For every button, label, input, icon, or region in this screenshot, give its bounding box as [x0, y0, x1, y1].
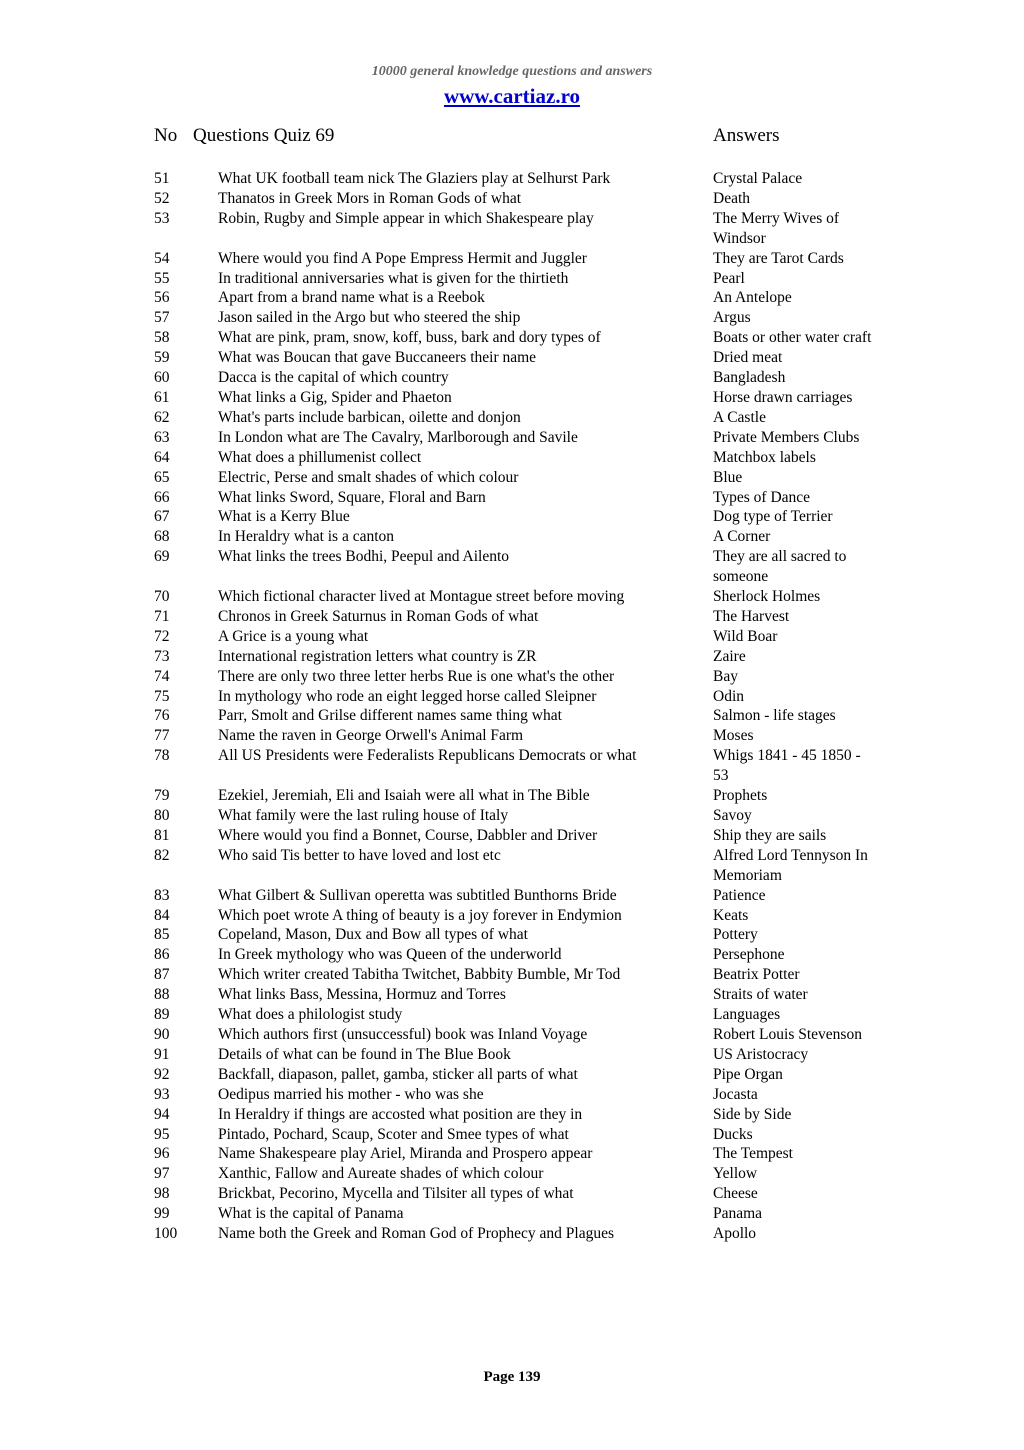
table-row [0, 806, 1024, 826]
question-text: Name both the Greek and Roman God of Prophecy and Plagues [218, 1225, 615, 1243]
answer-text: Side by Side [713, 1105, 792, 1123]
table-row [0, 1045, 1024, 1065]
question-text: In mythology who rode an eight legged horse called Sleipner [218, 687, 597, 705]
question-number: 88 [154, 986, 170, 1004]
question-text: Oedipus married his mother - who was she [218, 1085, 484, 1103]
question-text: Which authors first (unsuccessful) book was Inland Voyage [218, 1025, 588, 1043]
answer-text: Bangladesh [713, 369, 786, 387]
answer-text: Apollo [713, 1225, 757, 1243]
question-number: 96 [154, 1145, 170, 1163]
answer-text: Matchbox labels [713, 448, 816, 466]
answer-text: Crystal Palace [713, 170, 803, 187]
table-row [0, 448, 1024, 468]
table-row [0, 388, 1024, 408]
question-number: 81 [154, 826, 170, 844]
question-text: What does a philologist study [218, 1006, 403, 1024]
page-number: Page 139 [483, 1369, 541, 1385]
answer-text: Salmon - life stages [713, 707, 836, 725]
question-text: What is the capital of Panama [218, 1205, 404, 1223]
question-number: 67 [154, 508, 170, 526]
table-row [0, 687, 1024, 707]
table-row [0, 269, 1024, 289]
answer-text: Private Members Clubs [713, 428, 860, 446]
question-number: 94 [154, 1105, 170, 1123]
question-number: 78 [154, 747, 170, 765]
question-number: 86 [154, 946, 170, 964]
table-row [0, 647, 1024, 667]
question-number: 84 [154, 906, 170, 924]
question-number: 70 [154, 588, 170, 606]
question-text: Where would you find a Bonnet, Course, Dabbler and Driver [218, 826, 598, 844]
answer-text: US Aristocracy [713, 1045, 809, 1063]
website-link[interactable]: www.cartiaz.ro [443, 84, 581, 108]
answer-text: Moses [713, 727, 754, 745]
table-row [0, 488, 1024, 508]
question-text: In traditional anniversaries what is given for the thirtieth [218, 269, 569, 287]
question-text: What links a Gig, Spider and Phaeton [218, 388, 452, 406]
question-number: 73 [154, 647, 170, 665]
question-text: Apart from a brand name what is a Reebok [218, 289, 485, 307]
question-number: 100 [154, 1225, 178, 1243]
answer-text: Cheese [713, 1185, 758, 1203]
question-number: 71 [154, 607, 170, 625]
question-text: In Heraldry if things are accosted what position are they in [218, 1105, 583, 1123]
answer-text: Whigs 1841 - 45 1850 - 53 [713, 747, 861, 785]
answer-text: Straits of water [713, 986, 808, 1004]
table-row [0, 786, 1024, 806]
question-text: Parr, Smolt and Grilse different names same thing what [218, 707, 562, 725]
table-row [0, 1204, 1024, 1224]
question-number: 64 [154, 448, 170, 466]
question-text: Pintado, Pochard, Scaup, Scoter and Smee types of what [218, 1125, 569, 1143]
table-row [0, 1184, 1024, 1204]
question-text: Which fictional character lived at Montague street before moving [218, 588, 625, 606]
answer-text: Bay [713, 667, 738, 685]
question-number: 66 [154, 488, 170, 506]
table-row [0, 328, 1024, 348]
question-number: 76 [154, 707, 170, 725]
question-text: Which writer created Tabitha Twitchet, Babbity Bumble, Mr Tod [218, 966, 621, 984]
table-row [0, 667, 1024, 687]
answer-text: They are all sacred to someone [713, 548, 847, 586]
column-header-answers: Answers [713, 125, 780, 146]
table-row [0, 408, 1024, 428]
answer-text: Blue [713, 468, 743, 486]
question-text: Dacca is the capital of which country [218, 369, 449, 387]
question-number: 61 [154, 388, 170, 406]
question-text: Electric, Perse and smalt shades of which colour [218, 468, 519, 486]
table-row [0, 348, 1024, 368]
answer-text: Keats [713, 906, 749, 924]
question-text: What was Boucan that gave Buccaneers their name [218, 349, 537, 367]
answer-text: Death [713, 189, 751, 207]
table-row [0, 1144, 1024, 1164]
table-row [0, 1164, 1024, 1184]
table-row [0, 1224, 1024, 1244]
question-text: What UK football team nick The Glaziers play at Selhurst Park [218, 170, 611, 187]
table-row [0, 826, 1024, 846]
question-number: 51 [154, 170, 170, 187]
document-subtitle: 10000 general knowledge questions and answers [371, 64, 653, 79]
table-row [0, 607, 1024, 627]
answer-text: Languages [713, 1006, 781, 1024]
question-number: 74 [154, 667, 170, 685]
question-text: Copeland, Mason, Dux and Bow all types of what [218, 926, 528, 944]
answer-text: They are Tarot Cards [713, 249, 844, 267]
answer-text: Alfred Lord Tennyson In Memoriam [713, 846, 868, 884]
question-number: 57 [154, 309, 170, 327]
question-text: There are only two three letter herbs Rue is one what's the other [218, 667, 615, 685]
table-row [0, 945, 1024, 965]
answer-text: Ship they are sails [713, 826, 827, 844]
question-text: Brickbat, Pecorino, Mycella and Tilsiter all types of what [218, 1185, 574, 1203]
question-text: What Gilbert & Sullivan operetta was subtitled Bunthorns Bride [218, 886, 617, 904]
question-number: 98 [154, 1185, 170, 1203]
table-row [0, 169, 1024, 189]
answer-text: Prophets [713, 787, 768, 805]
table-row [0, 846, 1024, 886]
question-number: 93 [154, 1085, 170, 1103]
question-text: Name Shakespeare play Ariel, Miranda and Prospero appear [218, 1145, 593, 1163]
table-row [0, 547, 1024, 587]
question-number: 89 [154, 1006, 170, 1024]
table-row [0, 1085, 1024, 1105]
answer-text: A Castle [713, 408, 766, 426]
table-row [0, 925, 1024, 945]
answer-text: Pipe Organ [713, 1065, 783, 1083]
question-text: What's parts include barbican, oilette and donjon [218, 408, 521, 426]
table-row [0, 886, 1024, 906]
question-text: Who said Tis better to have loved and lost etc [218, 846, 501, 864]
question-number: 97 [154, 1165, 170, 1183]
table-row [0, 189, 1024, 209]
table-row [0, 906, 1024, 926]
answer-text: Panama [713, 1205, 763, 1223]
table-row [0, 527, 1024, 547]
question-text: International registration letters what country is ZR [218, 647, 537, 665]
question-number: 85 [154, 926, 170, 944]
answer-text: Types of Dance [713, 488, 811, 506]
question-number: 63 [154, 428, 170, 446]
answer-text: Persephone [713, 946, 785, 964]
question-number: 52 [154, 189, 170, 207]
question-text: Thanatos in Greek Mors in Roman Gods of what [218, 189, 522, 207]
answer-text: Jocasta [713, 1085, 758, 1103]
answer-text: An Antelope [713, 289, 792, 307]
question-text: Robin, Rugby and Simple appear in which Shakespeare play [218, 209, 594, 227]
question-number: 56 [154, 289, 170, 307]
table-row [0, 627, 1024, 647]
answer-text: The Merry Wives of Windsor [713, 209, 840, 247]
answer-text: Dog type of Terrier [713, 508, 833, 526]
answer-text: Boats or other water craft [713, 329, 872, 347]
question-number: 58 [154, 329, 170, 347]
question-number: 77 [154, 727, 170, 745]
table-row [0, 746, 1024, 786]
question-number: 91 [154, 1045, 170, 1063]
question-text: A Grice is a young what [218, 627, 369, 645]
answer-text: Sherlock Holmes [713, 588, 821, 606]
table-row [0, 249, 1024, 269]
answer-text: Zaire [713, 647, 746, 665]
question-number: 92 [154, 1065, 170, 1083]
question-number: 55 [154, 269, 170, 287]
question-text: All US Presidents were Federalists Republicans Democrats or what [218, 747, 637, 765]
answer-text: The Tempest [713, 1145, 793, 1163]
table-row [0, 965, 1024, 985]
question-number: 82 [154, 846, 170, 864]
question-number: 75 [154, 687, 170, 705]
table-row [0, 1065, 1024, 1085]
question-text: What does a phillumenist collect [218, 448, 422, 466]
question-number: 87 [154, 966, 170, 984]
question-number: 79 [154, 787, 170, 805]
question-number: 83 [154, 886, 170, 904]
table-row [0, 706, 1024, 726]
answer-text: Horse drawn carriages [713, 388, 853, 406]
answer-text: Savoy [713, 807, 752, 824]
answer-text: Yellow [713, 1165, 758, 1183]
answer-text: Pearl [713, 269, 745, 287]
question-text: Jason sailed in the Argo but who steered the ship [218, 309, 521, 327]
question-number: 90 [154, 1025, 170, 1043]
answer-text: Ducks [713, 1125, 753, 1143]
question-text: In Greek mythology who was Queen of the underworld [218, 946, 562, 964]
question-text: What family were the last ruling house of Italy [218, 807, 509, 824]
answer-text: Wild Boar [713, 627, 778, 645]
question-number: 65 [154, 468, 170, 486]
question-text: Which poet wrote A thing of beauty is a joy forever in Endymion [218, 906, 622, 924]
question-text: Chronos in Greek Saturnus in Roman Gods of what [218, 607, 539, 625]
answer-text: The Harvest [713, 607, 790, 625]
question-number: 69 [154, 548, 170, 566]
question-text: What links Sword, Square, Floral and Barn [218, 488, 486, 506]
question-text: Xanthic, Fallow and Aureate shades of which colour [218, 1165, 544, 1183]
answer-text: Beatrix Potter [713, 966, 800, 984]
table-row [0, 468, 1024, 488]
column-header-questions: Questions Quiz 69 [193, 125, 335, 146]
question-number: 60 [154, 369, 170, 387]
answer-text: Robert Louis Stevenson [713, 1025, 862, 1043]
question-text: What links the trees Bodhi, Peepul and Ailento [218, 548, 510, 566]
question-number: 99 [154, 1205, 170, 1223]
question-text: Ezekiel, Jeremiah, Eli and Isaiah were all what in The Bible [218, 787, 590, 805]
column-header-no: No [154, 125, 178, 146]
table-row [0, 587, 1024, 607]
table-row [0, 209, 1024, 249]
table-row [0, 1105, 1024, 1125]
question-text: What is a Kerry Blue [218, 508, 350, 526]
table-row [0, 1025, 1024, 1045]
question-number: 62 [154, 408, 170, 426]
table-row [0, 308, 1024, 328]
table-row [0, 368, 1024, 388]
answer-text: Dried meat [713, 349, 783, 367]
question-number: 80 [154, 807, 170, 824]
table-row [0, 507, 1024, 527]
table-row [0, 428, 1024, 448]
question-number: 95 [154, 1125, 170, 1143]
question-number: 72 [154, 627, 170, 645]
question-text: Backfall, diapason, pallet, gamba, sticker all parts of what [218, 1065, 578, 1083]
table-row [0, 288, 1024, 308]
answer-text: Pottery [713, 926, 758, 944]
answer-text: Odin [713, 687, 744, 705]
table-row [0, 726, 1024, 746]
question-text: In Heraldry what is a canton [218, 528, 395, 546]
table-row [0, 1005, 1024, 1025]
question-number: 59 [154, 349, 170, 367]
question-number: 53 [154, 209, 170, 227]
quiz-table [0, 169, 1024, 1244]
table-row [0, 985, 1024, 1005]
answer-text: Argus [713, 309, 751, 327]
answer-text: Patience [713, 886, 766, 904]
table-row [0, 1125, 1024, 1145]
question-text: Details of what can be found in The Blue Book [218, 1045, 511, 1063]
question-number: 68 [154, 528, 170, 546]
question-text: Name the raven in George Orwell's Animal Farm [218, 727, 524, 745]
question-text: What are pink, pram, snow, koff, buss, bark and dory types of [218, 329, 601, 347]
answer-text: A Corner [713, 528, 771, 546]
question-text: Where would you find A Pope Empress Hermit and Juggler [218, 249, 587, 267]
question-text: In London what are The Cavalry, Marlborough and Savile [218, 428, 578, 446]
question-text: What links Bass, Messina, Hormuz and Torres [218, 986, 506, 1004]
question-number: 54 [154, 249, 170, 267]
